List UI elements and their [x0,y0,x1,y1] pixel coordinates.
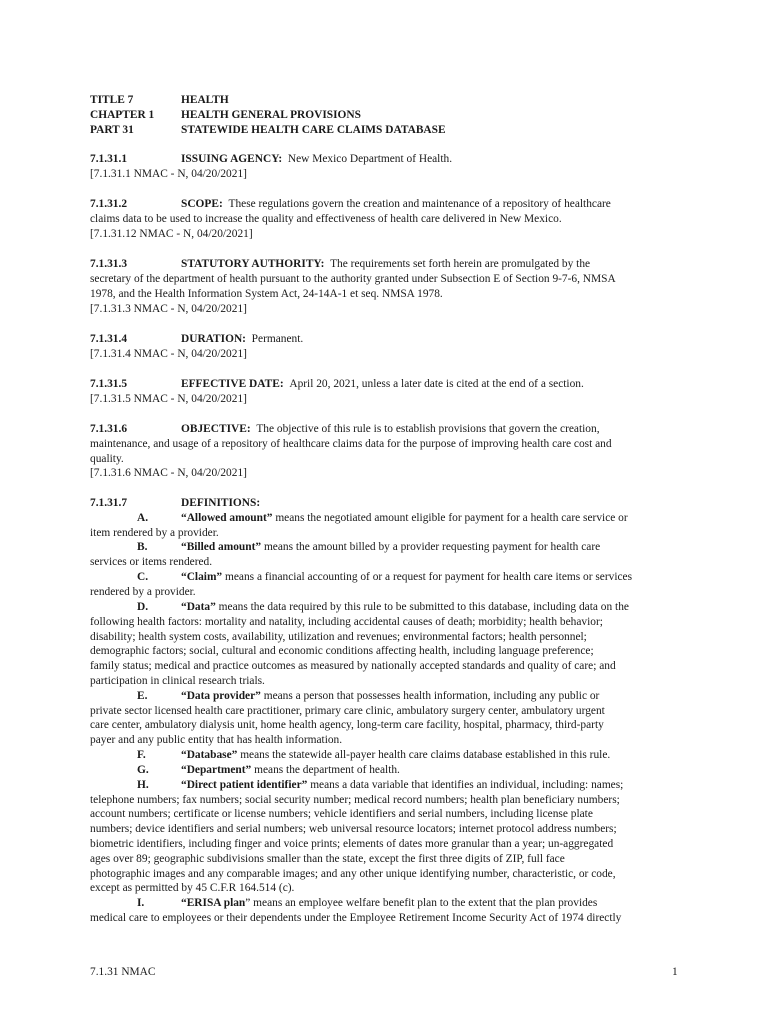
definition-letter: G. [137,764,149,776]
chapter-label: CHAPTER 1 [90,109,155,121]
definition-line [181,778,623,793]
definition-term: “Billed amount” [181,541,262,553]
part-label: PART 31 [90,124,134,136]
section-heading-line [181,197,611,212]
definition-text: means a data variable that identifies an individual, including: names; [310,779,624,791]
section-number: 7.1.31.3 [90,258,128,270]
definition-text-line: services or items rendered. [90,556,213,568]
definition-text: means the data required by this rule to be submitted to this database, including data on the [218,601,629,613]
definition-line [181,763,400,778]
section-heading: STATUTORY AUTHORITY: [181,258,325,270]
section-text-line: secretary of the department of health pursuant to the authority granted under Subsection E of Section 9-7-6, NMSA [90,273,616,285]
section-heading: DEFINITIONS: [181,497,261,509]
definition-term: “Database” [181,749,238,761]
section-text-line: maintenance, and usage of a repository of healthcare claims data for the purpose of improving health care cost and [90,438,612,450]
section-number: 7.1.31.5 [90,378,128,390]
definition-text-line: participation in clinical research trials. [90,675,265,687]
definition-text: means the negotiated amount eligible for payment for a health care service or [275,512,628,524]
definition-line [181,540,600,555]
definition-term: “Claim” [181,571,223,583]
section-text-line: claims data to be used to increase the quality and effectiveness of health care delivered in New Mexico. [90,213,562,225]
section-number: 7.1.31.6 [90,423,128,435]
page-number: 1 [672,966,678,978]
definition-letter: H. [137,779,149,791]
definition-text-line: numbers; device identifiers and serial numbers; web universal resource locators; internet protocol address numbers; [90,823,617,835]
history-note: [7.1.31.6 NMAC - N, 04/20/2021] [90,467,247,479]
definition-text: means the amount billed by a provider requesting payment for health care [263,541,601,553]
definition-letter: C. [137,571,149,583]
definition-text-line: payer and any public entity that has health information. [90,734,343,746]
section-text: The objective of this rule is to establish provisions that govern the creation, [256,423,600,435]
history-note: [7.1.31.5 NMAC - N, 04/20/2021] [90,393,247,405]
section-heading-line [181,332,303,347]
section-heading-line [181,496,260,511]
chapter-value: HEALTH GENERAL PROVISIONS [181,109,361,121]
section-heading: EFFECTIVE DATE: [181,378,284,390]
section-number: 7.1.31.7 [90,497,128,509]
definition-term: “Allowed amount” [181,512,273,524]
history-note: [7.1.31.1 NMAC - N, 04/20/2021] [90,168,247,180]
definition-text-line: disability; health system costs, availability, utilization and revenues; environmental factors; health personnel; [90,631,587,643]
title-value: HEALTH [181,94,229,106]
definition-text-line: following health factors: mortality and natality, including accidental causes of death; morbidity; health behavior; [90,616,603,628]
definition-text: means a person that possesses health information, including any public or [263,690,600,702]
title-label: TITLE 7 [90,94,134,106]
definition-letter: E. [137,690,148,702]
definition-text-line: except as permitted by 45 C.F.R 164.514 (c). [90,882,295,894]
section-number: 7.1.31.1 [90,153,128,165]
section-text-line: quality. [90,453,124,465]
definition-text-line: rendered by a provider. [90,586,196,598]
definition-line [181,896,597,911]
definition-text: ” means an employee welfare benefit plan to the extent that the plan provides [245,897,598,909]
definition-line [181,748,610,763]
definition-letter: A. [137,512,149,524]
section-heading-line [181,152,452,167]
definition-text-line: telephone numbers; fax numbers; social security number; medical record numbers; health plan beneficiary numbers; [90,794,620,806]
section-heading: DURATION: [181,333,246,345]
definition-term: “ERISA plan [181,897,246,909]
definition-letter: I. [137,897,145,909]
history-note: [7.1.31.3 NMAC - N, 04/20/2021] [90,303,247,315]
definition-text-line: account numbers; certificate or license numbers; vehicle identifiers and serial numbers, including license plate [90,808,593,820]
section-heading-line [181,377,584,392]
section-text: April 20, 2021, unless a later date is cited at the end of a section. [289,378,584,390]
footer-citation: 7.1.31 NMAC [90,966,156,978]
definition-text: means a financial accounting of or a request for payment for health care items or services [225,571,633,583]
definition-text-line: biometric identifiers, including finger and voice prints; elements of dates more granular than a year; un-aggregated [90,838,614,850]
definition-text-line: photographic images and any comparable images; and any other unique identifying number, characteristic, or code, [90,868,616,880]
section-heading-line [181,422,600,437]
definition-text: means the department of health. [254,764,400,776]
section-heading: SCOPE: [181,198,223,210]
definition-letter: B. [137,541,148,553]
definition-text-line: item rendered by a provider. [90,527,219,539]
definition-line [181,570,632,585]
section-number: 7.1.31.4 [90,333,128,345]
definition-text-line: care center, ambulatory dialysis unit, home health agency, long-term care facility, hospital, pharmacy, third-party [90,719,604,731]
definition-term: “Data provider” [181,690,261,702]
section-text: New Mexico Department of Health. [287,153,453,165]
part-value: STATEWIDE HEALTH CARE CLAIMS DATABASE [181,124,446,136]
definition-text-line: private sector licensed health care practitioner, primary care clinic, ambulatory surgery center, ambulatory urgent [90,705,605,717]
definition-line [181,511,628,526]
definition-line [181,689,599,704]
definition-letter: F. [137,749,146,761]
definition-text-line: family status; medical and practice outcomes as measured by nationally accepted standards and quality of care; and [90,660,616,672]
definition-text-line: medical care to employees or their dependents under the Employee Retirement Income Security Act of 1974 directly [90,912,622,924]
section-text: Permanent. [251,333,304,345]
definition-term: “Data” [181,601,216,613]
definition-term: “Department” [181,764,252,776]
history-note: [7.1.31.12 NMAC - N, 04/20/2021] [90,228,253,240]
section-text: The requirements set forth herein are promulgated by the [330,258,591,270]
section-heading-line [181,257,590,272]
definition-letter: D. [137,601,149,613]
definition-text-line: ages over 89; geographic subdivisions smaller than the state, except the first three digits of ZIP, full face [90,853,565,865]
section-heading: ISSUING AGENCY: [181,153,283,165]
section-text-line: 1978, and the Health Information System Act, 24-14A-1 et seq. NMSA 1978. [90,288,443,300]
definition-term: “Direct patient identifier” [181,779,308,791]
definition-line [181,600,629,615]
definition-text-line: demographic factors; social, cultural and economic conditions affecting health, including language preference; [90,645,594,657]
section-heading: OBJECTIVE: [181,423,251,435]
section-number: 7.1.31.2 [90,198,128,210]
section-text: These regulations govern the creation and maintenance of a repository of healthcare [228,198,611,210]
history-note: [7.1.31.4 NMAC - N, 04/20/2021] [90,348,247,360]
definition-text: means the statewide all-payer health care claims database established in this rule. [240,749,611,761]
